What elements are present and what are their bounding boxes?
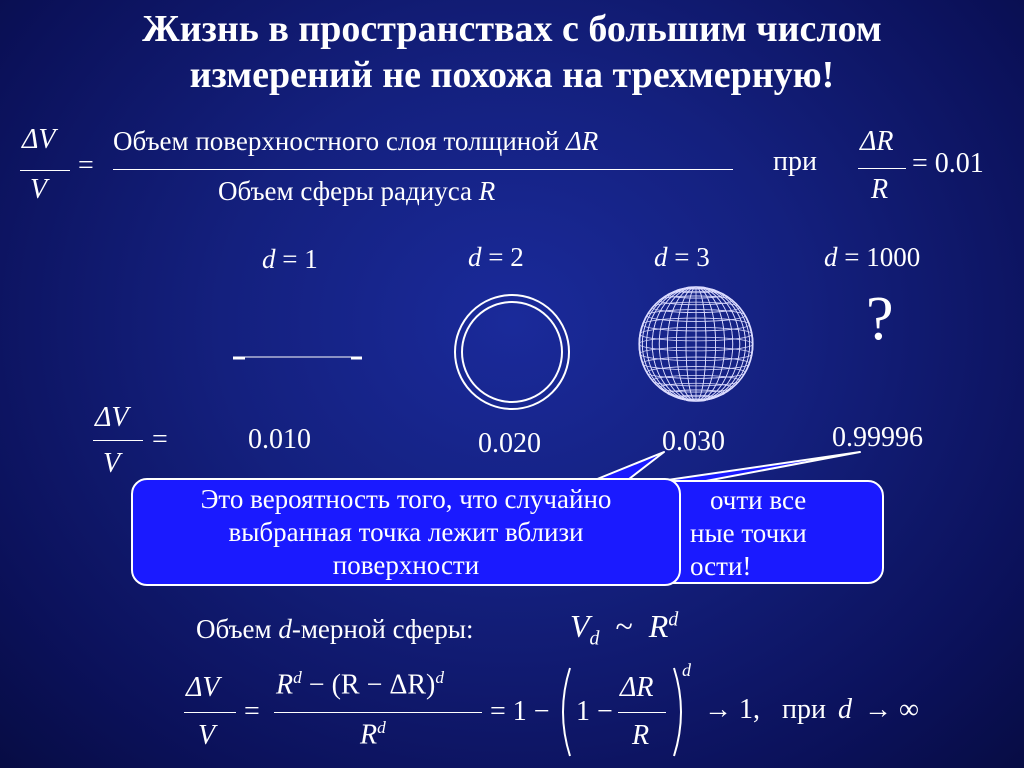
final-paren-bar <box>618 712 666 713</box>
condition-word: при <box>773 146 817 177</box>
final-d-var: d <box>838 694 852 725</box>
callout-front <box>131 478 681 586</box>
final-lhs-bar <box>184 712 236 713</box>
value-d1000: 0.99996 <box>832 422 923 453</box>
dim-label-2: d = 2 <box>468 242 524 272</box>
callout-front-line-3: поверхности <box>332 550 480 580</box>
ratio-equals: = <box>78 150 94 181</box>
ratio-numerator-text: Объем поверхностного слоя толщиной <box>113 126 560 156</box>
dim-label-3: d = 3 <box>654 242 710 272</box>
ratio-lhs-numerator: ΔV <box>22 124 56 155</box>
final-lhs-numerator: ΔV <box>186 672 220 703</box>
volume-label: Объем d-мерной сферы: <box>196 614 474 644</box>
callout-back-line-1: очти все <box>710 485 807 515</box>
final-arrow-one: → 1, <box>704 694 760 725</box>
value-d2: 0.020 <box>478 428 541 459</box>
final-paren-numerator: ΔR <box>620 672 654 703</box>
callout-back-line-2: ные точки <box>690 518 807 548</box>
callout-front-line-1: Это вероятность того, что случайно <box>200 484 612 514</box>
title-line-2: измерений не похожа на трехмерную! <box>189 54 835 96</box>
callout-front-line-2: выбранная точка лежит вблизи <box>228 517 584 547</box>
condition-value: = 0.01 <box>912 148 984 179</box>
value-d1: 0.010 <box>248 424 311 455</box>
final-eq-2: = 1 − <box>490 696 550 727</box>
ratio-numerator-var: ΔR <box>565 126 599 156</box>
final-eq-1: = <box>244 696 260 727</box>
ratio-denominator-text: Объем сферы радиуса <box>218 176 472 206</box>
final-lhs-denominator: V <box>198 720 216 751</box>
ratio-lhs-denominator: V <box>30 174 48 205</box>
dim-label-1: d = 1 <box>262 244 318 274</box>
final-mid-numerator: $R^d - (R - \Delta R)^d$ <box>276 668 445 701</box>
dim-label-1000: d = 1000 <box>824 242 921 272</box>
question-mark: ? <box>866 285 894 353</box>
final-pri: при <box>782 694 826 725</box>
final-mid-denominator: $R^d$ <box>360 718 386 751</box>
condition-denominator: R <box>871 174 889 205</box>
final-limit: → ∞ <box>864 694 919 725</box>
callout-back-line-3: ости! <box>690 551 752 581</box>
title-line-1: Жизнь в пространствах с большим числом <box>142 8 882 50</box>
row-label-equals: = <box>152 424 168 455</box>
ratio-denominator-var: R <box>478 176 496 206</box>
final-mid-bar <box>274 712 482 713</box>
row-label-numerator: ΔV <box>95 402 129 433</box>
value-d3: 0.030 <box>662 426 725 457</box>
row-label-denominator: V <box>103 448 121 479</box>
condition-numerator: ΔR <box>860 126 894 157</box>
final-paren-exponent: d <box>682 660 691 680</box>
final-paren-denominator: R <box>632 720 650 751</box>
final-paren-one: 1 − <box>576 696 613 727</box>
volume-formula: $V_d$ ~ $R^d$ <box>570 608 679 650</box>
